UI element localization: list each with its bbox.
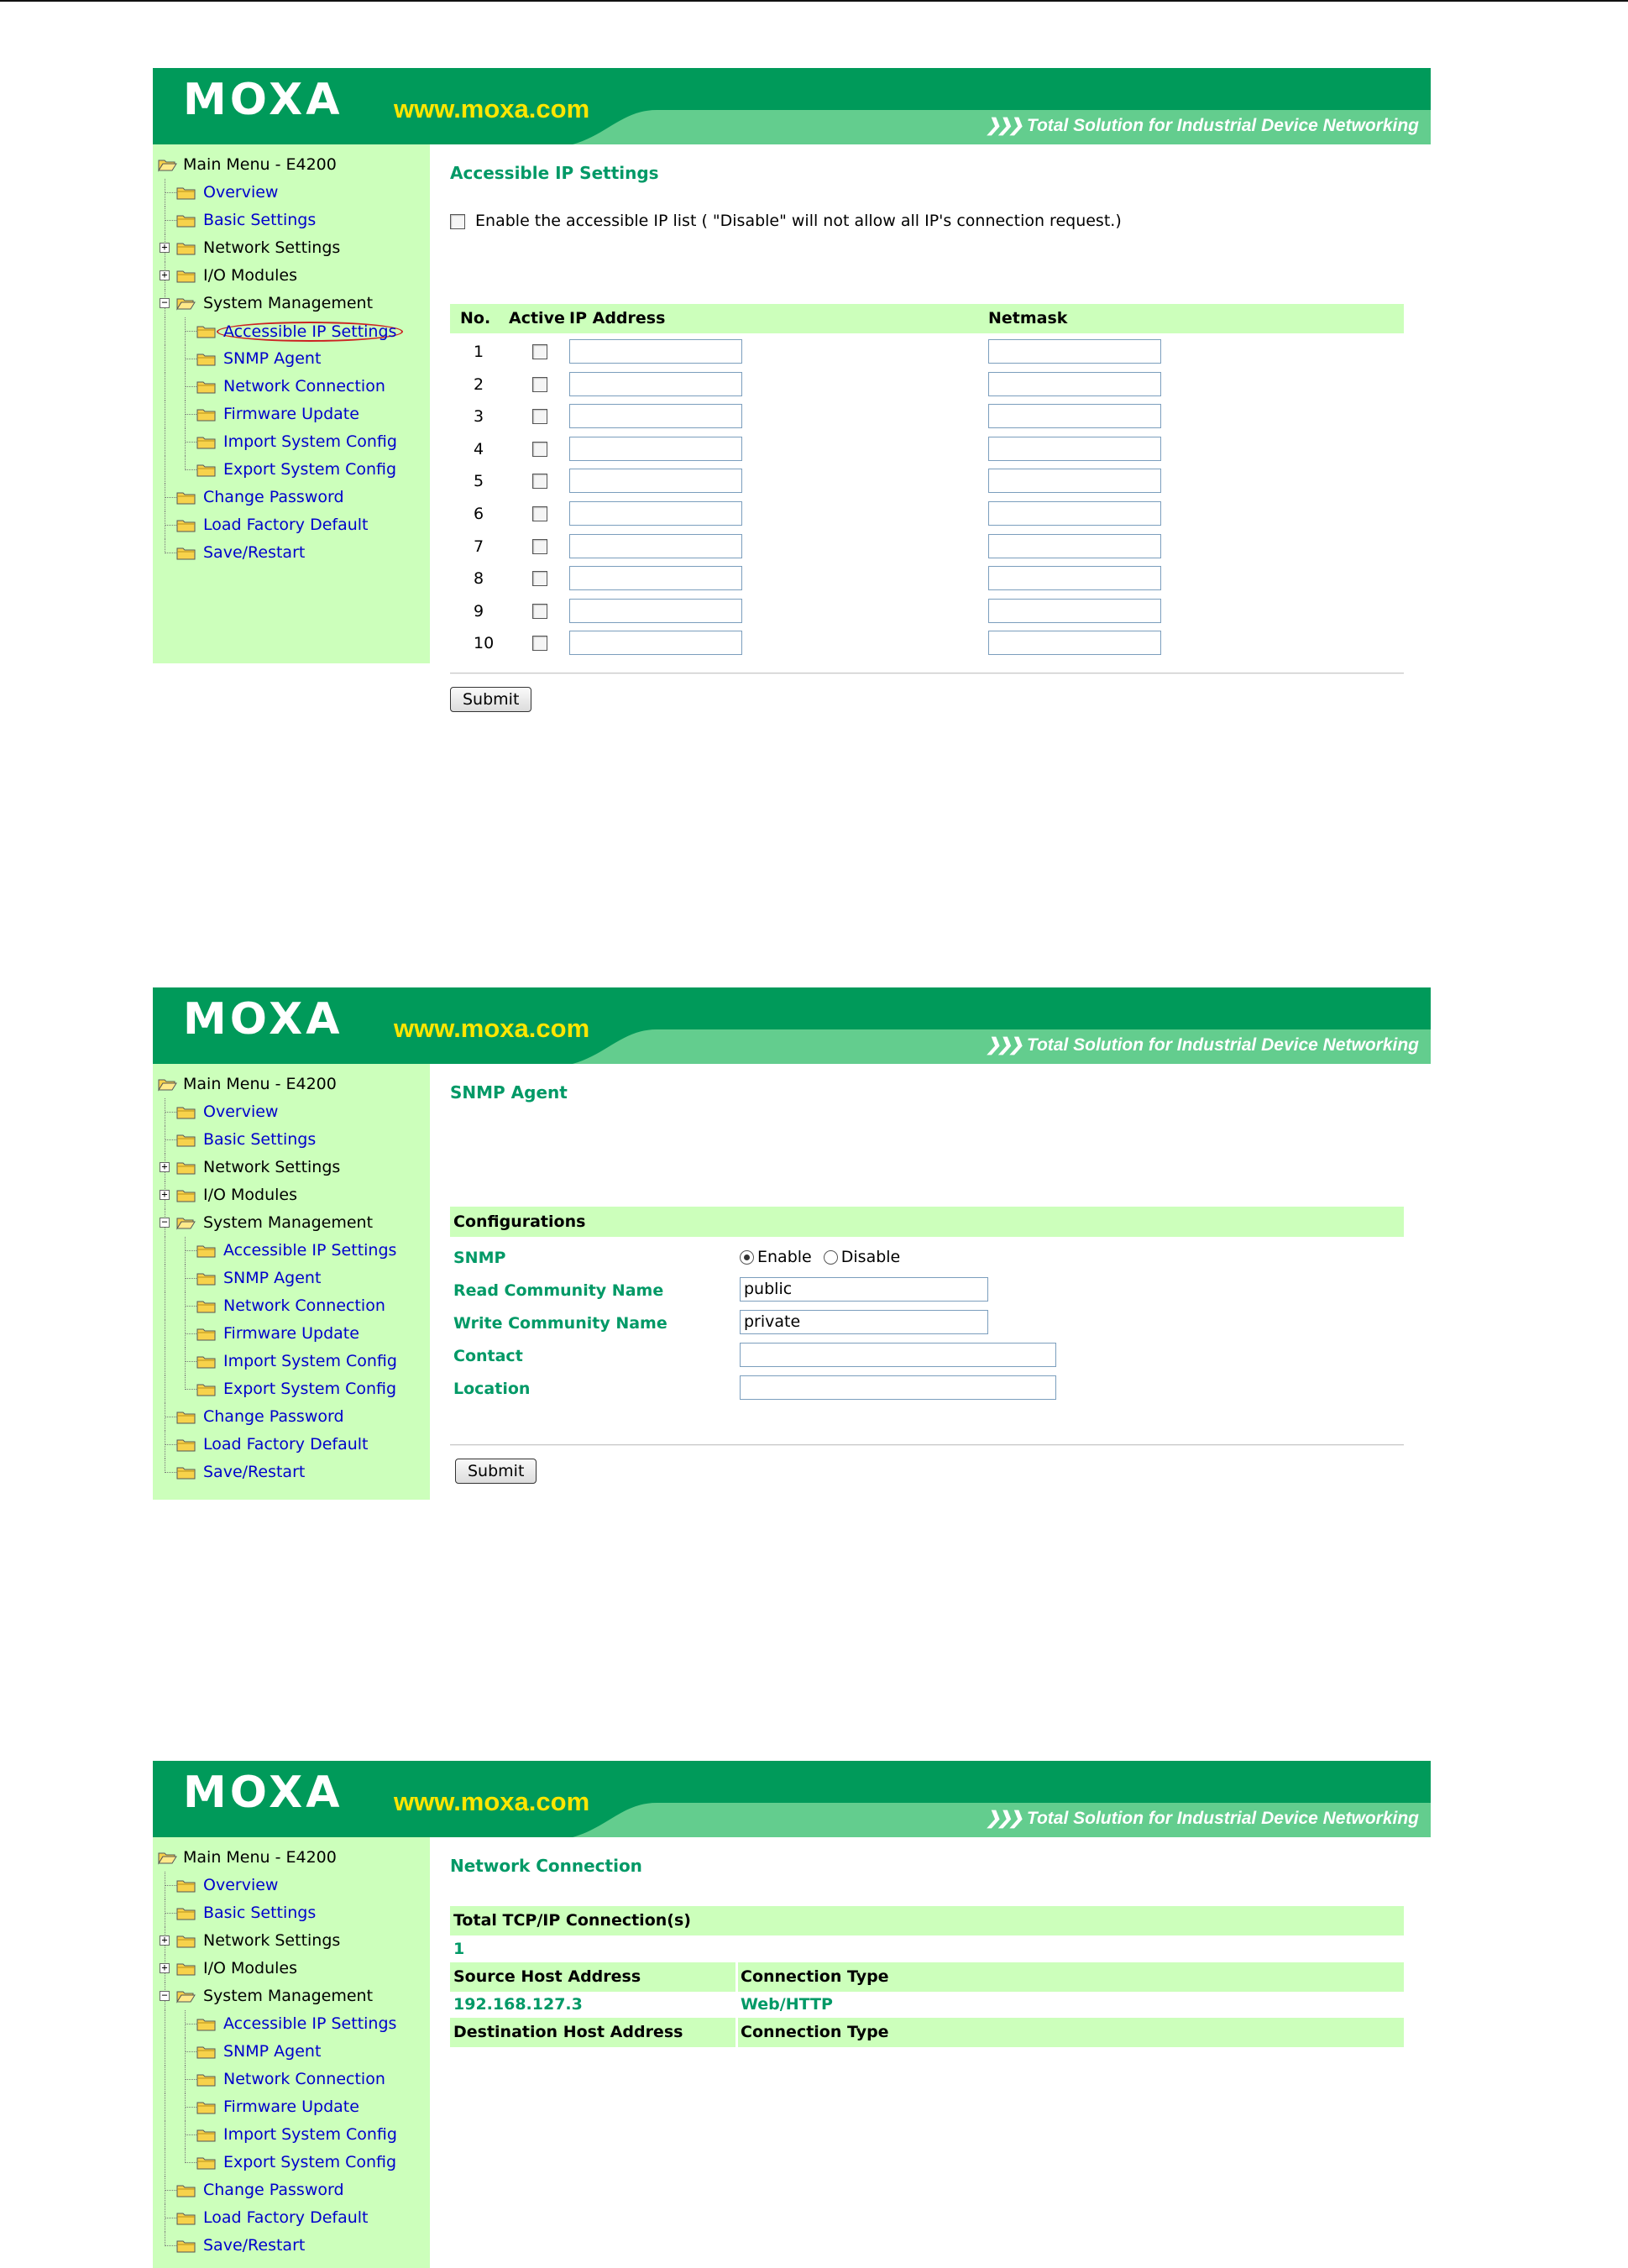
ip-table-row [450,595,1404,628]
tree-branch [165,1112,176,1113]
col-active: Active [509,309,565,327]
moxa-banner [153,1761,1431,1837]
row-number: 7 [474,537,484,556]
menu-root[interactable] [153,151,430,179]
moxa-logo: MOXA [183,994,343,1045]
collapse-minus-icon[interactable]: − [160,1991,170,2001]
menu-system-management[interactable] [153,1983,430,2010]
tree-branch [185,414,196,415]
menu-basic-settings[interactable] [153,1126,430,1154]
folder-icon [176,186,196,200]
tree-branch [185,2079,196,2080]
folder-icon [176,1962,196,1976]
menu-export-config[interactable] [153,2149,430,2176]
open-folder-icon [158,1077,177,1092]
snmp-label: SNMP [453,1249,506,1267]
sidebar-menu [153,144,430,663]
menu-save-restart-label: Save/Restart [203,2236,306,2255]
row-number: 1 [474,343,484,361]
submit-button[interactable]: Submit [455,1459,537,1484]
row-active-checkbox[interactable] [532,474,547,489]
write-community-input[interactable]: private [740,1310,988,1334]
menu-accessible-ip-label: Accessible IP Settings [217,322,403,342]
tree-branch [165,1139,176,1140]
menu-accessible-ip-label: Accessible IP Settings [223,1241,397,1260]
row-number: 10 [474,634,495,653]
tree-branch [165,497,176,498]
row-number: 3 [474,407,484,427]
ip-table-row [450,336,1404,369]
tree-branch [165,525,176,526]
contact-input[interactable] [740,1343,1056,1367]
menu-overview[interactable] [153,179,430,207]
folder-icon [176,1934,196,1948]
folder-icon [196,1354,216,1369]
double-chevron-right-icon: ❯❯❯ [986,1035,1020,1055]
menu-accessible-ip-label: Accessible IP Settings [223,2014,397,2033]
folder-icon [176,1465,196,1480]
menu-network-settings[interactable] [153,234,430,262]
menu-export-config[interactable] [153,1375,430,1403]
row-number: 4 [474,439,484,458]
row-netmask-input[interactable] [988,339,1161,364]
menu-firmware-update-label: Firmware Update [223,1324,359,1343]
row-netmask-input[interactable] [988,437,1161,461]
tree-branch [165,1885,176,1886]
screenshot-network-connection [153,1761,1431,2268]
tree-branch [185,1361,196,1362]
folder-icon [176,213,196,228]
row-ip-address-input[interactable] [569,599,742,623]
location-input[interactable] [740,1375,1056,1400]
moxa-logo: MOXA [183,1768,343,1818]
menu-change-password-label: Change Password [203,488,344,506]
tree-branch [185,2134,196,2135]
row-active-checkbox[interactable] [532,344,547,359]
menu-accessible-ip-settings[interactable] [153,1237,430,1265]
tree-line [185,1375,186,1390]
source-value-row [450,1992,1404,2018]
destination-type-label: Connection Type [741,2023,889,2041]
folder-icon [176,490,196,505]
menu-export-config[interactable] [153,456,430,484]
collapse-minus-icon[interactable]: − [160,298,170,308]
row-active-checkbox[interactable] [532,442,547,457]
menu-io-modules-label: I/O Modules [203,1959,297,1977]
menu-save-restart[interactable] [153,2232,430,2260]
col-netmask: Netmask [988,309,1068,327]
folder-icon [176,1438,196,1452]
row-active-checkbox[interactable] [532,636,547,651]
menu-load-factory-label: Load Factory Default [203,2208,369,2227]
menu-firmware-update[interactable] [153,401,430,428]
tree-branch [185,2107,196,2108]
double-chevron-right-icon: ❯❯❯ [986,116,1020,135]
enable-accessible-ip-row [450,212,1122,230]
row-ip-address-input[interactable] [569,501,742,526]
folder-icon [176,1160,196,1175]
folder-icon [176,2239,196,2253]
menu-overview[interactable] [153,1098,430,1126]
page-title: Network Connection [450,1856,642,1876]
tree-branch [185,2051,196,2052]
menu-network-connection-label: Network Connection [223,377,385,395]
folder-icon [196,1244,216,1258]
folder-icon [176,1133,196,1147]
tree-branch [185,469,196,470]
ip-table-row [450,563,1404,595]
ip-table-row [450,627,1404,660]
menu-import-config[interactable] [153,1348,430,1375]
connection-type-label: Connection Type [741,1967,889,1986]
menu-export-config-label: Export System Config [223,1380,397,1398]
menu-change-password[interactable] [153,484,430,511]
folder-icon [176,1878,196,1893]
screenshot-snmp-agent [153,987,1431,1500]
open-folder-icon [176,296,196,311]
menu-snmp-agent[interactable] [153,1265,430,1292]
folder-icon [196,463,216,477]
open-folder-icon [158,158,177,172]
menu-root-label: Main Menu - E4200 [183,1075,337,1093]
ip-table-header [450,304,1404,333]
menu-network-settings-label: Network Settings [203,238,341,257]
menu-system-management-label: System Management [203,1213,374,1232]
menu-root-label: Main Menu - E4200 [183,155,337,174]
menu-basic-settings-label: Basic Settings [203,1130,317,1149]
folder-icon [176,1410,196,1424]
menu-overview[interactable] [153,1872,430,1899]
moxa-url-link[interactable]: www.moxa.com [394,1014,590,1043]
menu-save-restart[interactable] [153,539,430,567]
folder-icon [196,2155,216,2170]
menu-load-factory-default[interactable] [153,1431,430,1459]
folder-icon [196,1382,216,1396]
menu-export-config-label: Export System Config [223,460,397,479]
menu-change-password[interactable] [153,1403,430,1431]
open-folder-icon [158,1851,177,1865]
row-active-checkbox[interactable] [532,377,547,392]
moxa-banner [153,68,1431,144]
row-ip-address-input[interactable] [569,437,742,461]
expand-plus-icon[interactable]: + [160,243,170,253]
enable-accessible-ip-label: Enable the accessible IP list ( "Disable" will not allow all IP's connection request.) [475,212,1122,230]
menu-network-connection[interactable] [153,2066,430,2093]
row-ip-address-input[interactable] [569,566,742,590]
menu-network-connection[interactable] [153,373,430,401]
folder-icon [196,2017,216,2031]
row-ip-address-input[interactable] [569,631,742,655]
menu-import-config[interactable] [153,2121,430,2149]
row-active-checkbox[interactable] [532,539,547,554]
contact-label: Contact [453,1347,523,1365]
menu-import-config-label: Import System Config [223,432,397,451]
tree-line [185,456,186,470]
snmp-content [430,1064,1431,1500]
page-title: Accessible IP Settings [450,163,659,183]
moxa-url-link[interactable]: www.moxa.com [394,1787,590,1816]
moxa-url-link[interactable]: www.moxa.com [394,94,590,123]
ip-table-row [450,465,1404,498]
menu-root[interactable] [153,1071,430,1098]
column-divider [735,2018,738,2047]
row-number: 6 [474,505,484,523]
menu-import-config-label: Import System Config [223,1352,397,1370]
folder-icon [176,1906,196,1920]
row-ip-address-input[interactable] [569,534,742,558]
menu-basic-settings[interactable] [153,207,430,234]
menu-change-password-label: Change Password [203,1407,344,1426]
tree-branch [185,442,196,443]
expand-plus-icon[interactable]: + [160,1190,170,1200]
menu-firmware-update-label: Firmware Update [223,2098,359,2116]
tree-branch [165,1472,176,1473]
folder-icon [196,435,216,449]
row-number: 5 [474,472,484,491]
tagline-text: Total Solution for Industrial Device Networking [1026,1809,1419,1828]
menu-import-config[interactable] [153,428,430,456]
tree-branch [165,2245,176,2246]
menu-system-management[interactable] [153,290,430,317]
menu-firmware-update-label: Firmware Update [223,405,359,423]
sidebar-menu [153,1837,430,2268]
tree-branch [185,1333,196,1334]
menu-overview-label: Overview [203,1876,279,1894]
configurations-header: Configurations [450,1207,1404,1237]
row-ip-address-input[interactable] [569,339,742,364]
open-folder-icon [176,1216,196,1230]
ip-table-row [450,498,1404,531]
read-community-input[interactable]: public [740,1277,988,1302]
menu-snmp-agent-label: SNMP Agent [223,349,322,368]
menu-accessible-ip-settings[interactable] [153,317,430,345]
folder-icon [196,2072,216,2087]
menu-accessible-ip-settings[interactable] [153,2010,430,2038]
folder-icon [176,518,196,532]
folder-icon [196,1299,216,1313]
folder-icon [196,352,216,366]
folder-icon [176,546,196,560]
accessible-ip-content [430,144,1431,709]
menu-system-management-label: System Management [203,1987,374,2005]
moxa-logo: MOXA [183,75,343,125]
menu-network-settings-label: Network Settings [203,1158,341,1176]
menu-load-factory-default[interactable] [153,511,430,539]
folder-icon [196,380,216,394]
row-netmask-input[interactable] [988,501,1161,526]
menu-basic-settings[interactable] [153,1899,430,1927]
row-ip-address-input[interactable] [569,469,742,493]
tree-branch [185,1389,196,1390]
sidebar-menu [153,1064,430,1500]
menu-network-settings[interactable] [153,1154,430,1181]
expand-plus-icon[interactable]: + [160,1935,170,1946]
write-community-label: Write Community Name [453,1314,667,1333]
expand-plus-icon[interactable]: + [160,270,170,280]
row-netmask-input[interactable] [988,372,1161,396]
menu-network-settings[interactable] [153,1927,430,1955]
double-chevron-right-icon: ❯❯❯ [986,1809,1020,1828]
page-top-rule [0,0,1628,2]
folder-icon [196,324,216,338]
tree-branch [165,1444,176,1445]
folder-icon [176,2211,196,2225]
snmp-enable-radio[interactable] [740,1250,754,1265]
menu-system-management-label: System Management [203,294,374,312]
menu-io-modules[interactable] [153,1955,430,1983]
menu-load-factory-default[interactable] [153,2204,430,2232]
folder-icon [196,2045,216,2059]
menu-io-modules[interactable] [153,1181,430,1209]
menu-root[interactable] [153,1844,430,1872]
open-folder-icon [176,1989,196,2003]
row-active-checkbox[interactable] [532,506,547,521]
row-number: 9 [474,601,484,621]
snmp-enable-label: Enable [757,1248,812,1266]
tree-branch [185,1278,196,1279]
source-host-label: Source Host Address [453,1967,641,1986]
banner-tagline [986,115,1419,136]
total-connections-value: 1 [453,1940,465,1958]
ip-table-row [450,433,1404,466]
row-number: 8 [474,569,484,589]
row-number: 2 [474,375,484,394]
row-netmask-input[interactable] [988,631,1161,655]
col-no: No. [460,309,491,327]
destination-header-row [450,2018,1404,2047]
menu-basic-settings-label: Basic Settings [203,211,317,229]
menu-root-label: Main Menu - E4200 [183,1848,337,1867]
ip-table-row [450,369,1404,401]
banner-tagline [986,1034,1419,1055]
folder-icon [176,1105,196,1119]
location-label: Location [453,1380,531,1398]
row-netmask-input[interactable] [988,404,1161,428]
enable-accessible-ip-checkbox[interactable] [450,214,465,229]
folder-icon [176,2183,196,2197]
tree-branch [165,192,176,193]
menu-io-modules[interactable] [153,262,430,290]
menu-io-modules-label: I/O Modules [203,1186,297,1204]
menu-network-connection[interactable] [153,1292,430,1320]
source-header-row [450,1962,1404,1992]
menu-io-modules-label: I/O Modules [203,266,297,285]
menu-save-restart[interactable] [153,1459,430,1486]
folder-icon [176,1188,196,1202]
row-active-checkbox[interactable] [532,571,547,586]
row-ip-address-input[interactable] [569,404,742,428]
row-netmask-input[interactable] [988,599,1161,623]
destination-host-label: Destination Host Address [453,2023,683,2041]
row-netmask-input[interactable] [988,534,1161,558]
network-connection-content [430,1837,1431,2268]
menu-import-config-label: Import System Config [223,2125,397,2144]
menu-snmp-agent[interactable] [153,2038,430,2066]
menu-firmware-update[interactable] [153,1320,430,1348]
tagline-text: Total Solution for Industrial Device Networking [1026,116,1419,135]
folder-icon [176,269,196,283]
folder-icon [196,1327,216,1341]
folder-icon [196,2100,216,2114]
tree-branch [165,220,176,221]
tree-branch [185,2162,196,2163]
tree-branch [185,386,196,387]
menu-snmp-agent[interactable] [153,345,430,373]
menu-overview-label: Overview [203,183,279,202]
row-ip-address-input[interactable] [569,372,742,396]
connection-type-value: Web/HTTP [741,1995,833,2014]
tree-branch [165,2190,176,2191]
read-community-label: Read Community Name [453,1281,664,1300]
menu-export-config-label: Export System Config [223,2153,397,2171]
column-divider [735,1962,738,1992]
row-netmask-input[interactable] [988,566,1161,590]
menu-overview-label: Overview [203,1103,279,1121]
row-active-checkbox[interactable] [532,604,547,619]
col-ip-address: IP Address [569,309,666,327]
menu-change-password-label: Change Password [203,2181,344,2199]
menu-network-settings-label: Network Settings [203,1931,341,1950]
screenshot-accessible-ip [153,68,1431,709]
row-netmask-input[interactable] [988,469,1161,493]
snmp-radio-group [740,1248,900,1266]
ip-table-row [450,531,1404,563]
submit-button[interactable]: Submit [450,687,531,712]
folder-icon [176,241,196,255]
ip-table-row [450,401,1404,433]
divider [450,1444,1404,1446]
divider [450,673,1404,674]
collapse-minus-icon[interactable]: − [160,1218,170,1228]
menu-firmware-update[interactable] [153,2093,430,2121]
expand-plus-icon[interactable]: + [160,1963,170,1973]
menu-network-connection-label: Network Connection [223,2070,385,2088]
menu-save-restart-label: Save/Restart [203,543,306,562]
tree-branch [165,1913,176,1914]
menu-network-connection-label: Network Connection [223,1296,385,1315]
tree-branch [185,1306,196,1307]
page-title: SNMP Agent [450,1082,568,1103]
tree-line [185,2149,186,2163]
folder-icon [196,1271,216,1286]
expand-plus-icon[interactable]: + [160,1162,170,1172]
folder-icon [196,2128,216,2142]
source-host-value: 192.168.127.3 [453,1995,583,2014]
tree-branch [185,1250,196,1251]
menu-load-factory-label: Load Factory Default [203,516,369,534]
moxa-banner [153,987,1431,1064]
menu-snmp-agent-label: SNMP Agent [223,1269,322,1287]
menu-system-management[interactable] [153,1209,430,1237]
menu-save-restart-label: Save/Restart [203,1463,306,1481]
banner-tagline [986,1808,1419,1829]
menu-load-factory-label: Load Factory Default [203,1435,369,1454]
snmp-disable-label: Disable [840,1248,901,1266]
menu-snmp-agent-label: SNMP Agent [223,2042,322,2061]
snmp-disable-radio[interactable] [824,1250,838,1265]
tagline-text: Total Solution for Industrial Device Networking [1026,1035,1419,1055]
total-connections-header: Total TCP/IP Connection(s) [450,1906,1404,1935]
menu-change-password[interactable] [153,2176,430,2204]
menu-basic-settings-label: Basic Settings [203,1904,317,1922]
tree-branch [185,331,196,332]
row-active-checkbox[interactable] [532,409,547,424]
folder-icon [196,407,216,422]
